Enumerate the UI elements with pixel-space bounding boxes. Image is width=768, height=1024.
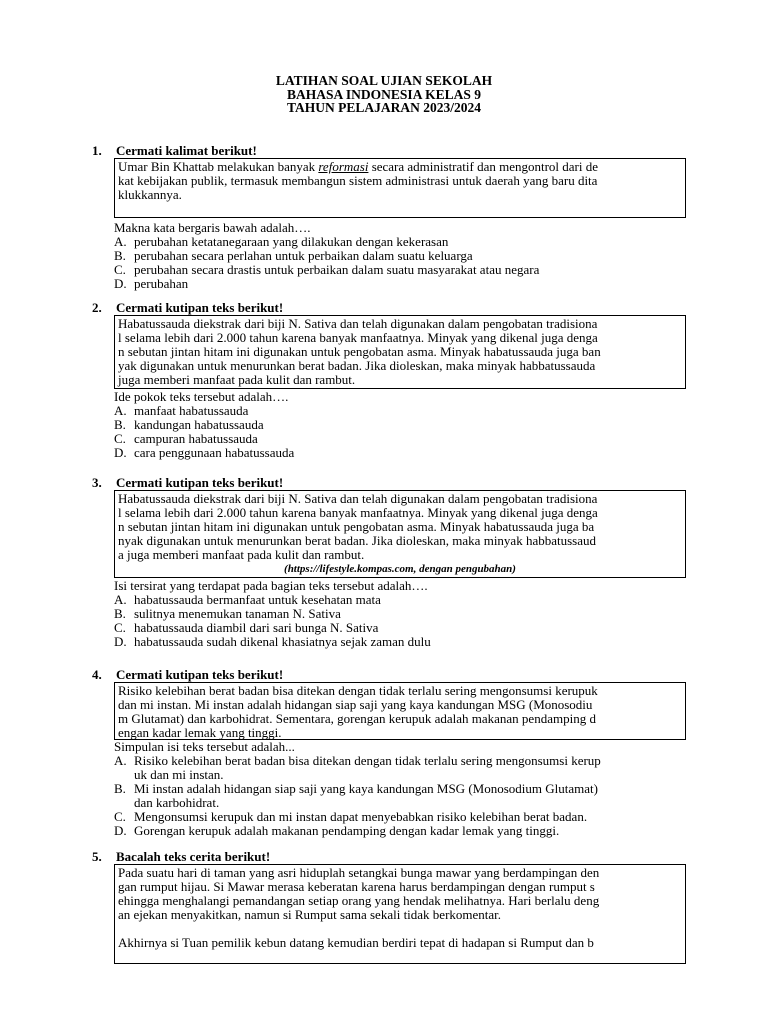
passage-line: an ejekan menyakitkan, namun si Rumput sama sekali tidak berkomentar.: [118, 907, 502, 922]
passage-line: [118, 160, 682, 174]
option-text-line: uk dan mi instan.: [134, 767, 224, 782]
passage-line: nyak digunakan untuk menurunkan berat badan. Jika dioleskan, maka minyak habbatussaud: [118, 533, 596, 548]
passage-line: Risiko kelebihan berat badan bisa ditekan dengan tidak terlalu sering mengonsumsi kerupuk: [118, 683, 598, 698]
answer-options: [114, 235, 692, 291]
underlined-word: reformasi: [318, 159, 369, 174]
option-letter: C.: [114, 262, 126, 277]
option-letter: A.: [114, 753, 127, 768]
answer-option-d[interactable]: [114, 824, 692, 838]
passage-text: Umar Bin Khattab melakukan banyak: [118, 159, 319, 174]
passage-line: Pada suatu hari di taman yang asri hiduplah setangkai bunga mawar yang berdampingan den: [118, 865, 600, 880]
option-text: cara penggunaan habatussauda: [134, 445, 295, 460]
question-3: [92, 476, 692, 649]
option-text-line: Mi instan adalah hidangan siap saji yang kaya kandungan MSG (Monosodium Glutamat): [134, 781, 598, 796]
passage-line: n sebutan jintan hitam ini digunakan untuk pengobatan asma. Minyak habatussauda juga ba: [118, 519, 595, 534]
option-text: perubahan ketatanegaraan yang dilakukan dengan kekerasan: [134, 234, 449, 249]
passage-line: klukkannya.: [118, 187, 182, 202]
answer-option-b[interactable]: [114, 607, 692, 621]
question-5-passage-box: [114, 864, 686, 964]
question-2-header: [92, 301, 692, 315]
passage-line: Akhirnya si Tuan pemilik kebun datang kemudian berdiri tepat di hadapan si Rumput dan b: [118, 935, 594, 950]
answer-options: [114, 404, 692, 460]
answer-option-d[interactable]: [114, 635, 692, 649]
passage-text: secara administratif dan mengontrol dari de: [368, 159, 599, 174]
question-instruction: Cermati kutipan teks berikut!: [116, 475, 284, 490]
option-text: [134, 754, 601, 782]
option-text: perubahan secara drastis untuk perbaikan dalam suatu masyarakat atau negara: [134, 262, 540, 277]
title-line-2: BAHASA INDONESIA KELAS 9: [287, 86, 481, 102]
option-letter: D.: [114, 634, 127, 649]
option-text: habatussauda bermanfaat untuk kesehatan mata: [134, 592, 381, 607]
passage-line: n sebutan jintan hitam ini digunakan untuk pengobatan asma. Minyak habatussauda juga ban: [118, 344, 601, 359]
answer-option-d[interactable]: [114, 277, 692, 291]
passage-source: (https://lifestyle.kompas.com, dengan pengubahan): [284, 563, 516, 575]
option-text: [134, 782, 598, 810]
passage-line: l selama lebih dari 2.000 tahun karena banyak manfaatnya. Minyak yang dikenal juga denga: [118, 330, 598, 345]
option-letter: B.: [114, 417, 126, 432]
option-text-line: Risiko kelebihan berat badan bisa ditekan dengan tidak terlalu sering mengonsumsi kerup: [134, 753, 601, 768]
option-letter: C.: [114, 620, 126, 635]
question-4-passage-box: [114, 682, 686, 740]
question-number: 4.: [92, 667, 102, 682]
passage-line: engan kadar lemak yang tinggi.: [118, 725, 282, 740]
answer-option-b[interactable]: [114, 418, 692, 432]
answer-option-b[interactable]: [114, 782, 692, 810]
question-2: [92, 301, 692, 460]
passage-line: Habatussauda diekstrak dari biji N. Sativa dan telah digunakan dalam pengobatan tradisiona: [118, 316, 598, 331]
question-instruction: Bacalah teks cerita berikut!: [116, 849, 271, 864]
option-text: kandungan habatussauda: [134, 417, 264, 432]
passage-line: dan mi instan. Mi instan adalah hidangan siap saji yang kaya kandungan MSG (Monosodiu: [118, 697, 593, 712]
question-1-passage-box: [114, 158, 686, 218]
answer-option-c[interactable]: [114, 432, 692, 446]
answer-option-c[interactable]: [114, 263, 692, 277]
option-letter: B.: [114, 606, 126, 621]
question-instruction: Cermati kalimat berikut!: [116, 143, 257, 158]
option-letter: C.: [114, 809, 126, 824]
question-instruction: Cermati kutipan teks berikut!: [116, 667, 284, 682]
passage-line: yak digunakan untuk menurunkan berat badan. Jika dioleskan, maka minyak habbatussauda: [118, 358, 596, 373]
question-5-header: [92, 850, 692, 864]
question-3-passage-box: [114, 490, 686, 578]
passage-line: a juga memberi manfaat pada kulit dan rambut.: [118, 547, 365, 562]
passage-line: Habatussauda diekstrak dari biji N. Sativa dan telah digunakan dalam pengobatan tradisiona: [118, 491, 598, 506]
question-stem: Isi tersirat yang terdapat pada bagian teks tersebut adalah….: [114, 578, 428, 593]
option-text: Mengonsumsi kerupuk dan mi instan dapat menyebabkan risiko kelebihan berat badan.: [134, 809, 588, 824]
option-text: Gorengan kerupuk adalah makanan pendamping dengan kadar lemak yang tinggi.: [134, 823, 560, 838]
question-stem: Makna kata bergaris bawah adalah….: [114, 220, 311, 235]
passage-line: kat kebijakan publik, termasuk membangun sistem administrasi untuk daerah yang baru dita: [118, 173, 598, 188]
question-stem: Simpulan isi teks tersebut adalah...: [114, 739, 295, 754]
passage-line: juga memberi manfaat pada kulit dan rambut.: [118, 372, 356, 387]
answer-option-c[interactable]: [114, 621, 692, 635]
option-text-line: dan karbohidrat.: [134, 795, 220, 810]
option-letter: B.: [114, 248, 126, 263]
answer-options: [114, 754, 692, 838]
option-letter: D.: [114, 276, 127, 291]
question-instruction: Cermati kutipan teks berikut!: [116, 300, 284, 315]
question-4-header: [92, 668, 692, 682]
answer-option-a[interactable]: [114, 404, 692, 418]
passage-line: ehingga menghalangi pemandangan setiap orang yang hendak melihatnya. Hari berlalu deng: [118, 893, 600, 908]
answer-option-a[interactable]: [114, 235, 692, 249]
document-title: [0, 74, 768, 115]
question-number: 2.: [92, 300, 102, 315]
option-letter: A.: [114, 592, 127, 607]
question-stem: Ide pokok teks tersebut adalah….: [114, 389, 289, 404]
answer-option-a[interactable]: [114, 593, 692, 607]
answer-option-c[interactable]: [114, 810, 692, 824]
question-number: 5.: [92, 849, 102, 864]
passage-line: gan rumput hijau. Si Mawar merasa keberatan karena harus berdampingan dengan rumput s: [118, 879, 595, 894]
option-letter: A.: [114, 403, 127, 418]
option-text: sulitnya menemukan tanaman N. Sativa: [134, 606, 341, 621]
passage-line: l selama lebih dari 2.000 tahun karena banyak manfaatnya. Minyak yang dikenal juga denga: [118, 505, 598, 520]
paragraph-gap: [118, 922, 682, 936]
option-letter: B.: [114, 781, 126, 796]
option-text: habatussauda diambil dari sari bunga N. Sativa: [134, 620, 379, 635]
option-letter: A.: [114, 234, 127, 249]
option-letter: D.: [114, 445, 127, 460]
option-text: perubahan: [134, 276, 189, 291]
question-1: [92, 144, 692, 291]
question-2-passage-box: [114, 315, 686, 389]
question-5: [92, 850, 692, 964]
answer-option-a[interactable]: [114, 754, 692, 782]
question-1-header: [92, 144, 692, 158]
answer-options: [114, 593, 692, 649]
question-3-header: [92, 476, 692, 490]
question-4: [92, 668, 692, 838]
answer-option-b[interactable]: [114, 249, 692, 263]
option-text: manfaat habatussauda: [134, 403, 249, 418]
option-text: campuran habatussauda: [134, 431, 258, 446]
passage-line: m Glutamat) dan karbohidrat. Sementara, gorengan kerupuk adalah makanan pendamping d: [118, 711, 596, 726]
option-letter: D.: [114, 823, 127, 838]
option-letter: C.: [114, 431, 126, 446]
option-text: habatussauda sudah dikenal khasiatnya sejak zaman dulu: [134, 634, 431, 649]
question-number: 3.: [92, 475, 102, 490]
answer-option-d[interactable]: [114, 446, 692, 460]
question-number: 1.: [92, 143, 102, 158]
title-line-1: LATIHAN SOAL UJIAN SEKOLAH: [275, 73, 493, 88]
option-text: perubahan secara perlahan untuk perbaikan dalam suatu keluarga: [134, 248, 473, 263]
title-line-3: TAHUN PELAJARAN 2023/2024: [286, 100, 481, 115]
